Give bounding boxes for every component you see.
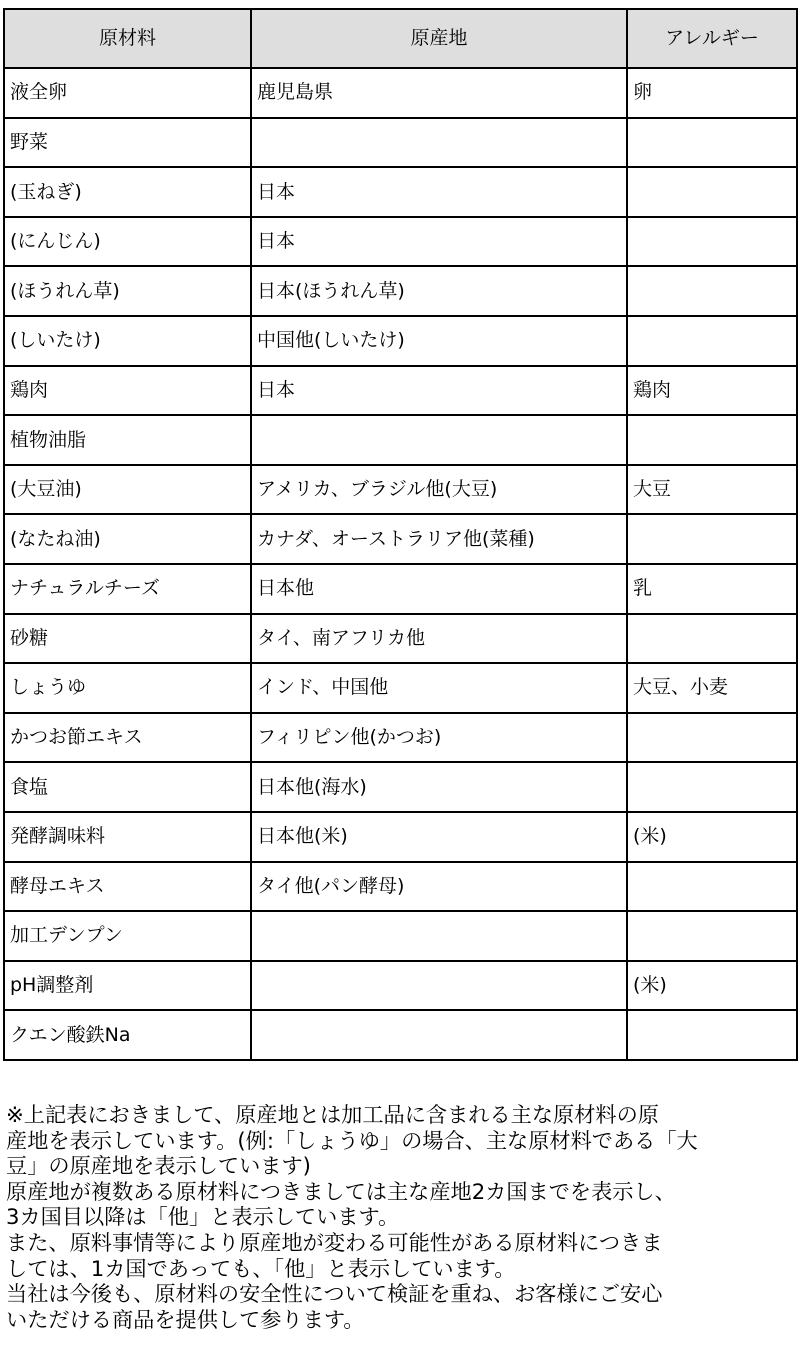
cell-material: 砂糖 — [4, 614, 251, 664]
table-row — [4, 68, 797, 118]
cell-material: 植物油脂 — [4, 415, 251, 465]
cell-allergy — [627, 316, 797, 366]
table-row — [4, 266, 797, 316]
cell-material: ナチュラルチーズ — [4, 564, 251, 614]
cell-origin — [251, 911, 627, 961]
cell-allergy — [627, 762, 797, 812]
cell-origin — [251, 415, 627, 465]
cell-material: (なたね油) — [4, 514, 251, 564]
cell-origin: 鹿児島県 — [251, 68, 627, 118]
cell-material: (ほうれん草) — [4, 266, 251, 316]
cell-allergy — [627, 118, 797, 168]
cell-material: 発酵調味料 — [4, 812, 251, 862]
table-row — [4, 862, 797, 912]
note-line: しては、1カ国であっても、「他」と表示しています。 — [6, 1255, 516, 1281]
table-row — [4, 812, 797, 862]
notes-section — [6, 1102, 798, 1332]
note-line: ※上記表におきまして、原産地とは加工品に含まれる主な原材料の原 — [6, 1102, 659, 1127]
cell-material: 鶏肉 — [4, 366, 251, 416]
table-row — [4, 514, 797, 564]
origin-table — [3, 8, 798, 1061]
cell-material: 野菜 — [4, 118, 251, 168]
cell-allergy — [627, 911, 797, 961]
table-row — [4, 1010, 797, 1060]
cell-origin: カナダ、オーストラリア他(菜種) — [251, 514, 627, 564]
cell-origin: 日本 — [251, 167, 627, 217]
table-row — [4, 415, 797, 465]
cell-material: 液全卵 — [4, 68, 251, 118]
table-row — [4, 167, 797, 217]
cell-origin: 日本他 — [251, 564, 627, 614]
table-row — [4, 465, 797, 515]
table-row — [4, 663, 797, 713]
cell-origin: アメリカ、ブラジル他(大豆) — [251, 465, 627, 515]
cell-allergy: 大豆、小麦 — [627, 663, 797, 713]
cell-allergy — [627, 266, 797, 316]
cell-allergy: 乳 — [627, 564, 797, 614]
cell-origin: タイ他(パン酵母) — [251, 862, 627, 912]
cell-allergy: (米) — [627, 961, 797, 1011]
cell-origin: 日本他(海水) — [251, 762, 627, 812]
table-body — [4, 68, 797, 1060]
table-row — [4, 762, 797, 812]
cell-allergy: 卵 — [627, 68, 797, 118]
note-line: 産地を表示しています。(例:「しょうゆ」の場合、主な原材料である「大 — [6, 1127, 698, 1153]
cell-allergy — [627, 415, 797, 465]
note-line: いただける商品を提供して参ります。 — [6, 1306, 365, 1332]
cell-origin: タイ、南アフリカ他 — [251, 614, 627, 664]
cell-material: (大豆油) — [4, 465, 251, 515]
header-origin: 原産地 — [251, 9, 627, 68]
cell-allergy — [627, 862, 797, 912]
note-line: 豆」の原産地を表示しています) — [6, 1153, 311, 1179]
table-row — [4, 961, 797, 1011]
cell-allergy — [627, 217, 797, 267]
cell-allergy: (米) — [627, 812, 797, 862]
note-line: 当社は今後も、原材料の安全性について検証を重ね、お客様にご安心 — [6, 1281, 663, 1307]
cell-material: (玉ねぎ) — [4, 167, 251, 217]
cell-allergy: 鶏肉 — [627, 366, 797, 416]
cell-origin: 日本 — [251, 217, 627, 267]
note-line: また、原料事情等により原産地が変わる可能性がある原材料につきま — [6, 1229, 663, 1255]
cell-origin — [251, 961, 627, 1011]
cell-origin: 日本 — [251, 366, 627, 416]
header-material: 原材料 — [4, 9, 251, 68]
table-row — [4, 118, 797, 168]
cell-material: しょうゆ — [4, 663, 251, 713]
cell-material: (にんじん) — [4, 217, 251, 267]
cell-material: pH調整剤 — [4, 961, 251, 1011]
table-row — [4, 564, 797, 614]
cell-material: 加工デンプン — [4, 911, 251, 961]
cell-allergy — [627, 514, 797, 564]
cell-origin: インド、中国他 — [251, 663, 627, 713]
cell-allergy: 大豆 — [627, 465, 797, 515]
header-allergy: アレルギー — [627, 9, 797, 68]
note-line: 原産地が複数ある原材料につきましては主な産地2カ国までを表示し、 — [6, 1178, 676, 1204]
table-header-row — [4, 9, 797, 68]
cell-origin: 日本他(米) — [251, 812, 627, 862]
table-row — [4, 366, 797, 416]
cell-origin: フィリピン他(かつお) — [251, 713, 627, 763]
cell-material: かつお節エキス — [4, 713, 251, 763]
table-row — [4, 614, 797, 664]
cell-origin: 中国他(しいたけ) — [251, 316, 627, 366]
cell-material: 酵母エキス — [4, 862, 251, 912]
cell-allergy — [627, 713, 797, 763]
cell-allergy — [627, 614, 797, 664]
table-row — [4, 316, 797, 366]
note-line: 3カ国目以降は「他」と表示しています。 — [6, 1204, 400, 1230]
cell-origin — [251, 1010, 627, 1060]
table-row — [4, 713, 797, 763]
table-row — [4, 217, 797, 267]
cell-material: 食塩 — [4, 762, 251, 812]
table-row — [4, 911, 797, 961]
cell-origin — [251, 118, 627, 168]
cell-material: クエン酸鉄Na — [4, 1010, 251, 1060]
cell-allergy — [627, 167, 797, 217]
cell-material: (しいたけ) — [4, 316, 251, 366]
cell-allergy — [627, 1010, 797, 1060]
cell-origin: 日本(ほうれん草) — [251, 266, 627, 316]
